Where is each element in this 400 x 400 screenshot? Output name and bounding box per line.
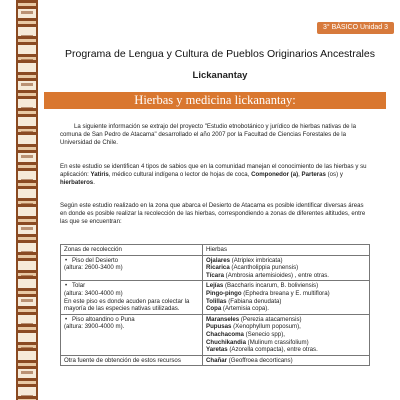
herb-sci: (Senecio spp), [243, 330, 285, 338]
herbs-cell [203, 255, 370, 281]
zone-name: • Piso altoandino o Puna [64, 316, 199, 324]
herb-sci: (Geoffroea decorticans) [227, 356, 293, 364]
herb-item [206, 282, 366, 290]
table-row [61, 314, 370, 355]
section-banner: Hierbas y medicina lickanantay: [44, 92, 386, 109]
herb-sci: (Xenophyllum poposum), [231, 323, 301, 331]
herb-item [206, 331, 366, 339]
text-span: En este estudio se identifican 4 tipos de sabios que en la comunidad manejan el conocimiento de las hierbas y su aplicación: [60, 163, 367, 179]
unit-badge: 3° BÁSICO Unidad 3 [317, 22, 394, 34]
herb-item [206, 346, 366, 354]
intro-paragraph: La siguiente información se extrajo del proyecto "Estudio etnobotánico y jurídico de hierbas nativas de la comuna de San Pedro de Atacama" desarrollado el año 2007 por la Facultad de Ciencias Forestales de la Universidad de Chile. [60, 123, 356, 147]
herb-item [206, 323, 366, 331]
herbs-table [60, 244, 370, 366]
herb-sci: (Atriplex imbricata) [230, 256, 283, 264]
herb-name: Tícara [206, 271, 224, 279]
herb-sci: (Baccharis incarum, B. boliviensis) [223, 282, 319, 290]
zone-altitude: (altura: 3400-4000 m) [64, 289, 123, 297]
term-hierbateros: hierbateros [60, 179, 94, 187]
term-parteras: Parteras [301, 171, 326, 179]
herb-sci: (Mulinum crassifolium) [245, 338, 309, 346]
text-span: , [298, 171, 302, 179]
herb-item [206, 316, 366, 324]
herb-name: Tolillas [206, 297, 227, 305]
text-span: (os) y [325, 171, 343, 179]
herb-sci: (Ambrosia artemisioides) , entre otras. [223, 271, 329, 279]
zone-cell [61, 314, 203, 355]
herb-item [206, 305, 366, 313]
table-row [61, 355, 370, 366]
zone-cell: Otra fuente de obtención de estos recursos [61, 355, 203, 366]
herb-item [206, 339, 366, 347]
herb-item [206, 290, 366, 298]
herb-name: Ricarica [206, 264, 230, 272]
zone-cell [61, 255, 203, 281]
decorative-border [16, 0, 38, 400]
herb-name: Lejías [206, 282, 224, 290]
zone-altitude: (altura: 3900-4000 m). [64, 323, 125, 331]
language-title: Lickanantay [192, 70, 248, 81]
herb-name: Pingo-pingo [206, 289, 242, 297]
herb-item [206, 257, 366, 265]
text-span: , médico cultural indígena o lector de hojas de coca, [108, 171, 252, 179]
herb-name: Copa [206, 305, 222, 313]
herb-item [206, 298, 366, 306]
herb-name: Maranseles [206, 315, 240, 323]
herb-name: Chañar [206, 356, 227, 364]
herbs-cell [203, 355, 370, 366]
herb-name: Yaretas [206, 346, 228, 354]
herb-name: Chachacoma [206, 330, 244, 338]
table-header-row [61, 245, 370, 256]
herb-name: Chuchikandia [206, 338, 246, 346]
zones-paragraph: Según este estudio realizado en la zona que abarca el Desierto de Atacama es posible identificar diversas áreas en donde es posible realizar la recolección de las hierbas, correspondiendo a zonas de diferentes altitudes, entre las que se encuentran: [60, 202, 366, 226]
herbs-cell [203, 314, 370, 355]
herb-sci: (Artemisia copa). [221, 305, 269, 313]
herb-sci: (Ephedra breana y E. multiflora) [241, 289, 330, 297]
herb-name: Pupusas [206, 323, 232, 331]
term-componedor: Componedor (a) [251, 171, 299, 179]
term-yatiris: Yatiris [90, 171, 109, 179]
zone-name: • Piso del Desierto [64, 257, 199, 265]
program-title: Programa de Lengua y Cultura de Pueblos Originarios Ancestrales [65, 48, 375, 60]
herb-sci: (Azorella compacta), entre otras. [227, 346, 318, 354]
zone-altitude: (altura: 2600-3400 m) [64, 264, 123, 272]
herb-sci: (Fabiana denudata) [226, 297, 282, 305]
herbs-header: Hierbas [203, 245, 370, 256]
herb-sci: (Perezia atacamensis) [239, 315, 302, 323]
zone-name: • Tolar [64, 282, 199, 290]
text-span: . [93, 179, 95, 187]
zone-note: En este piso es donde acuden para colectar la mayoría de las especies nativas utilizadas. [64, 297, 190, 313]
zone-header: Zonas de recolección [61, 245, 203, 256]
herb-item [206, 272, 366, 280]
herb-item [206, 264, 366, 272]
herb-name: Ojalares [206, 256, 231, 264]
border-pattern [21, 0, 33, 400]
herb-sci: (Acantholippia punensis) [229, 264, 299, 272]
table-row [61, 281, 370, 314]
sabios-paragraph [60, 163, 368, 188]
herbs-cell [203, 281, 370, 314]
table-row [61, 255, 370, 281]
zone-cell [61, 281, 203, 314]
